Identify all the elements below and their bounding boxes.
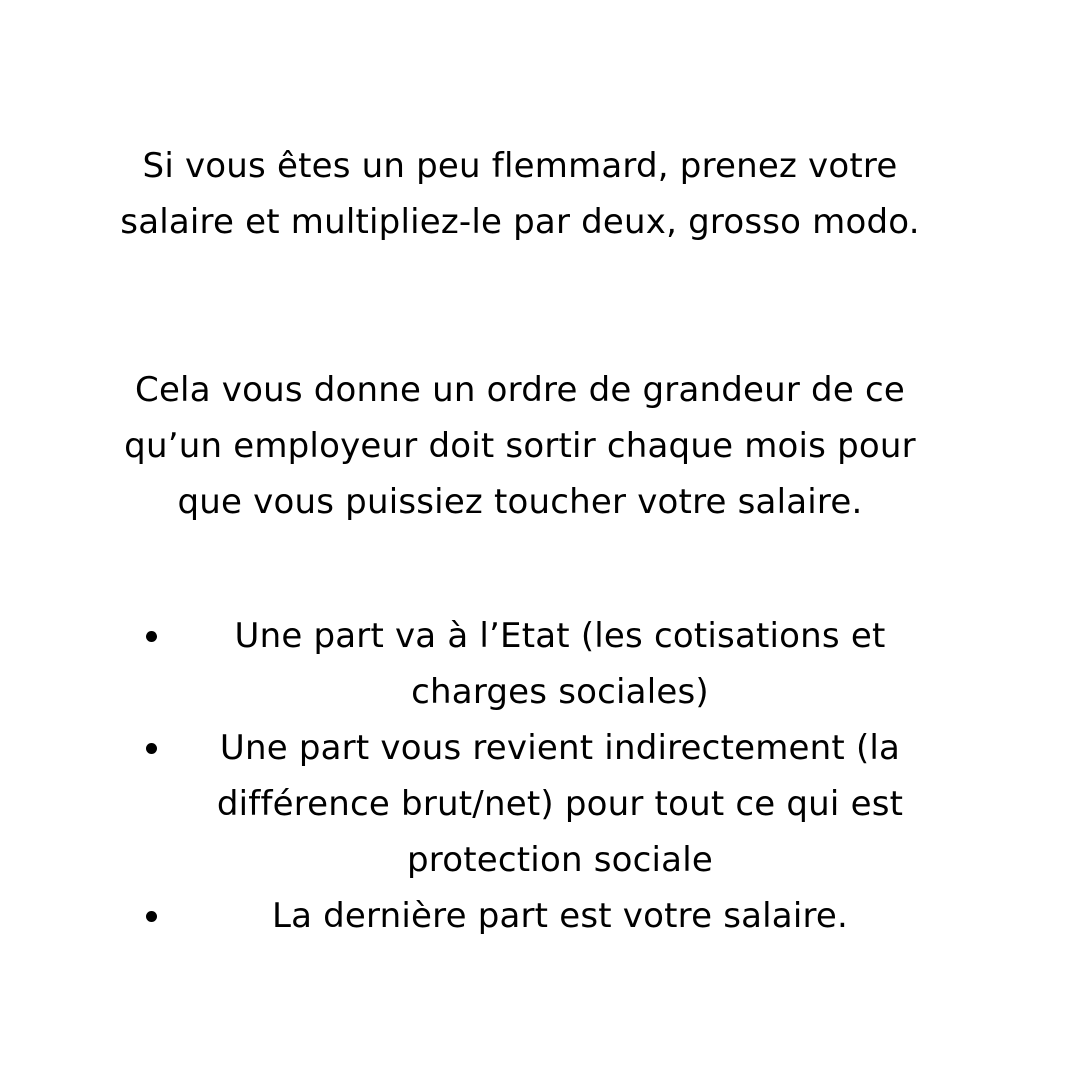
bullet-icon (146, 631, 157, 642)
list-item (120, 608, 940, 720)
bullet-list (120, 608, 940, 944)
explanation-paragraph: Cela vous donne un ordre de grandeur de ce qu’un employeur doit sortir chaque mois pour que vous puissiez toucher votre salaire. (124, 370, 916, 522)
intro-paragraph: Si vous êtes un peu flemmard, prenez votre salaire et multipliez-le par deux, grosso modo. (120, 146, 920, 242)
list-item (120, 720, 940, 888)
bullet-icon (146, 743, 157, 754)
bullet-text: Une part vous revient indirectement (la différence brut/net) pour tout ce qui est protection sociale (216, 728, 904, 880)
bullet-text: La dernière part est votre salaire. (271, 896, 849, 936)
bullet-text: Une part va à l’Etat (les cotisations et charges sociales) (234, 616, 886, 712)
list-item (120, 888, 940, 944)
bullet-icon (146, 911, 157, 922)
